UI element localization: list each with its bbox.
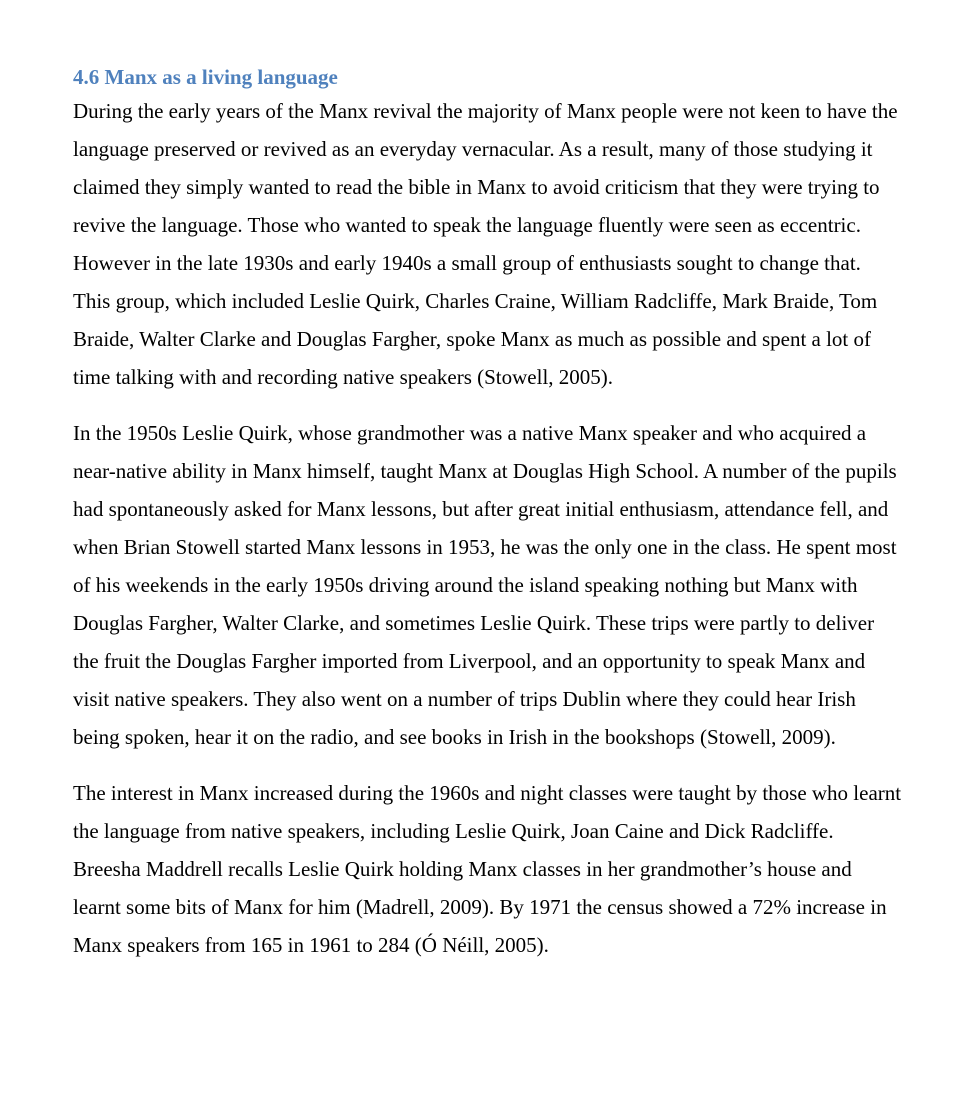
section-heading: 4.6 Manx as a living language: [73, 65, 338, 89]
paragraph-3: The interest in Manx increased during the 1960s and night classes were taught by those who learnt the language from native speakers, including Leslie Quirk, Joan Caine and Dick Radcliffe. Breesha Maddrell recalls Leslie Quirk holding Manx classes in her grandmother’s house and learnt some bits of Manx for him (Madrell, 2009). By 1971 the census showed a 72% increase in Manx speakers from 165 in 1961 to 284 (Ó Néill, 2005).: [73, 781, 902, 957]
document-page: [73, 62, 903, 964]
paragraph-2: In the 1950s Leslie Quirk, whose grandmother was a native Manx speaker and who acquired a near-native ability in Manx himself, taught Manx at Douglas High School. A number of the pupils had spontaneously asked for Manx lessons, but after great initial enthusiasm, attendance fell, and when Brian Stowell started Manx lessons in 1953, he was the only one in the class. He spent most of his weekends in the early 1950s driving around the island speaking nothing but Manx with Douglas Fargher, Walter Clarke, and sometimes Leslie Quirk. These trips were partly to deliver the fruit the Douglas Fargher imported from Liverpool, and an opportunity to speak Manx and visit native speakers. They also went on a number of trips Dublin where they could hear Irish being spoken, hear it on the radio, and see books in Irish in the bookshops (Stowell, 2009).: [73, 421, 897, 749]
paragraph-1: During the early years of the Manx revival the majority of Manx people were not keen to have the language preserved or revived as an everyday vernacular. As a result, many of those studying it claimed they simply wanted to read the bible in Manx to avoid criticism that they were trying to revive the language. Those who wanted to speak the language fluently were seen as eccentric. However in the late 1930s and early 1940s a small group of enthusiasts sought to change that. This group, which included Leslie Quirk, Charles Craine, William Radcliffe, Mark Braide, Tom Braide, Walter Clarke and Douglas Fargher, spoke Manx as much as possible and spent a lot of time talking with and recording native speakers (Stowell, 2005).: [73, 99, 898, 389]
